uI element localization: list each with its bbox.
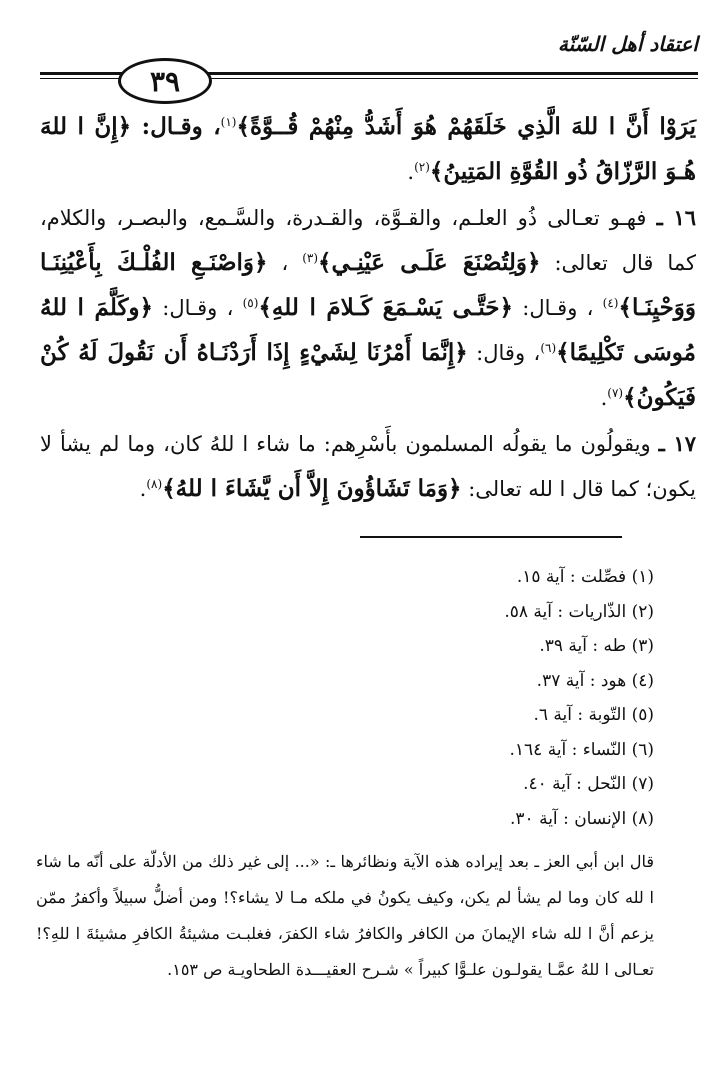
quran-verse: ﴿وَلِتُصْنَعَ عَلَـى عَيْنِـي﴾ <box>318 249 541 276</box>
paragraph-16 <box>40 198 696 418</box>
quran-verse: ، وقـال: ﴿إِنَّ ا للهَ هُـوَ الرَّزّاقُ ذُو القُوَّةِ المَتِينُ﴾ <box>40 113 696 185</box>
text-run: ، <box>267 251 303 275</box>
item-number: ١٧ ـ <box>658 431 696 456</box>
item-number: ١٦ ـ <box>656 205 696 230</box>
main-text <box>40 102 696 509</box>
footnote-item: (٥) التّوبة : آية ٦. <box>533 705 654 725</box>
footnotes-list <box>54 560 654 836</box>
quran-verse: ﴿وَمَا تَشَاؤُونَ إِلاَّ أَن يَّشَاءَ ا للهُ﴾ <box>162 475 462 502</box>
footnote-separator <box>360 536 622 538</box>
footnote-ref: (٣) <box>302 251 319 265</box>
quran-verse: يَرَوْا أَنَّ ا للهَ الَّذِي خَلَقَهُمْ هُوَ أَشَدُّ مِنْهُمْ قُــوَّةً﴾ <box>236 113 697 140</box>
footnote-item: (٤) هود : آية ٣٧. <box>536 670 654 691</box>
page-number: ٣٩ <box>118 58 212 104</box>
text-run: ، وقال: <box>467 341 541 365</box>
quran-verse: ﴿إِنَّمَا أَمْرُنَا لِشَيْءٍ إِذَا أَرَدْنَـاهُ أَن نَقُولَ لَهُ كُنْ فَيَكُونُ﴾ <box>40 339 696 411</box>
footnote-item: (٧) النّحل : آية ٤٠. <box>523 774 654 794</box>
text-run: فهـو تعـالى ذُو العلـم، والقـوَّة، والقـدرة، والسَّـمع، والبصـر، والكلام، كما قال تعالى: <box>40 206 696 275</box>
quran-verse: ﴿حَتَّـى يَسْـمَعَ كَـلامَ ا للهِ﴾ <box>258 294 514 321</box>
text-run: . <box>600 386 608 410</box>
footnote-ref: (٨) <box>146 477 163 491</box>
text-run: . <box>407 160 415 184</box>
footnote-item: (١) فصِّلت : آية ١٥. <box>516 567 654 587</box>
running-title: اعتقاد أهل السّنّة <box>557 32 698 56</box>
text-run: ، وقـال: <box>513 296 603 320</box>
text-run: ، وقـال: <box>152 296 243 320</box>
quran-verse: ﴿وكَلَّمَ ا للهُ مُوسَى تَكْلِيمًا﴾ <box>40 294 696 366</box>
footnote-commentary: قال ابن أبي العز ـ بعد إيراده هذه الآية ونظائرها ـ: «... إلى غير ذلك من الأدلّة على أنّه ما شاء ا لله كان وما لم يشأ لم يكن، وكيف يكونُ في ملكه مـا لا يشاء؟! ومن أضلُّ سبيلاً وأكفرُ ممّن يزعم أنَّ ا لله شاء الإيمانَ من الكافر والكافرُ شاء الكفرَ، فغلبـت مشيئةُ الكافرِ مشيئةَ ا للهِ؟! تعـالى ا للهُ عمَّـا يقولـون علـوًّا كبيراً » شـرح العقيـــدة الطحاويـة ص ١٥٣. <box>36 852 654 979</box>
footnote-ref: (٥) <box>242 296 259 310</box>
footnote-ref: (٢) <box>414 160 430 174</box>
quran-verse: ﴿وَاصْنَـعِ الفُلْـكَ بِأَعْيُنِنَـا وَوَحْيِنَـا﴾ <box>40 249 697 321</box>
paragraph-17 <box>40 424 696 509</box>
footnote-ref: (٦) <box>540 341 557 355</box>
paragraph-1 <box>40 102 696 192</box>
footnote-item: (٢) الذّاريات : آية ٥٨. <box>504 601 654 622</box>
footnote-ref: (١) <box>220 115 237 129</box>
footnote-item: (٣) طه : آية ٣٩. <box>539 636 654 656</box>
footnote-ref: (٤) <box>602 296 619 310</box>
footnote-item: (٨) الإنسان : آية ٣٠. <box>510 808 654 829</box>
footnote-item: (٦) النّساء : آية ١٦٤. <box>509 739 654 760</box>
text-run: . <box>139 477 147 501</box>
text-run: ويقولُون ما يقولُه المسلمون بأَسْرِهم: ما شاء ا للهُ كان، وما لم يشأ لا يكون؛ كما قال ا لله تعالى: <box>40 432 696 501</box>
footnote-ref: (٧) <box>607 386 624 400</box>
